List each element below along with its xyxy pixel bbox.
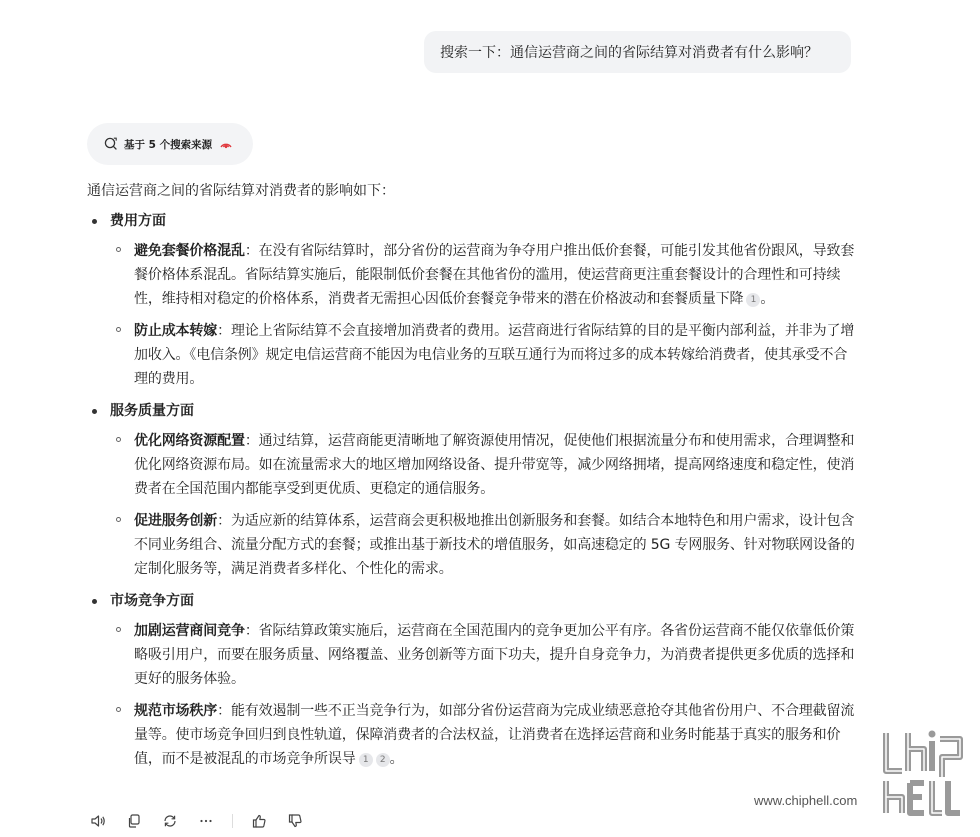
item-end: 。 (389, 751, 404, 767)
item-text: ：能有效遏制一些不正当竞争行为，如部分省份运营商为完成业绩恶意抢夺其他省份用户、不合理截留流量等。使市场竞争回归到良性轨道，保障消费者的合法权益，让消费者在选择运营商和业务时能基于真实的服务和价值，而不是被混乱的市场竞争所误导 (134, 703, 855, 767)
item-term: 规范市场秩序 (134, 703, 218, 719)
item-text: ：在没有省际结算时，部分省份的运营商为争夺用户推出低价套餐，可能引发其他省份跟风，导致套餐价格体系混乱。省际结算实施后，能限制低价套餐在其他省份的滥用，使运营商更注重套餐设计的合理性和可持续性，维持相对稳定的价格体系，消费者无需担心因低价套餐竞争带来的潜在价格波动和套餐质量下降 (134, 243, 855, 307)
list-item (110, 429, 857, 501)
section-item-list (110, 239, 857, 391)
item-term: 防止成本转嫁 (134, 323, 218, 339)
search-refresh-icon (104, 135, 118, 154)
answer-intro: 通信运营商之间的省际结算对消费者的影响如下： (87, 183, 395, 199)
list-item (110, 699, 857, 771)
answer-sections (87, 209, 857, 771)
item-text: ：为适应新的结算体系，运营商会更积极地推出创新服务和套餐。如结合本地特色和用户需求，设计包含不同业务组合、流量分配方式的套餐；或推出基于新技术的增值服务，如高速稳定的 5G 专网服务、针对物联网设备的定制化服务等，满足消费者多样化、个性化的需求。 (134, 513, 855, 577)
item-text: ：理论上省际结算不会直接增加消费者的费用。运营商进行省际结算的目的是平衡内部利益，并非为了增加收入。《电信条例》规定电信运营商不能因为电信业务的互联互通行为而将过多的成本转嫁给消费者，使其承受不合理的费用。 (134, 323, 855, 387)
regenerate-icon[interactable] (160, 811, 180, 831)
speaker-icon[interactable] (88, 811, 108, 831)
citation-badge[interactable]: 2 (376, 753, 390, 767)
sources-fan-icon (218, 135, 234, 154)
user-message-bubble (424, 31, 851, 73)
citation-badge[interactable]: 1 (746, 293, 760, 307)
section-title: 市场竞争方面 (110, 593, 194, 609)
list-item (110, 619, 857, 691)
section-title: 费用方面 (110, 213, 166, 229)
list-item (110, 319, 857, 391)
sources-chip-label: 基于 5 个搜索来源 (124, 138, 213, 151)
assistant-answer (87, 179, 857, 779)
thumbs-up-icon[interactable] (249, 811, 269, 831)
section-item-list (110, 619, 857, 771)
list-item (110, 239, 857, 311)
section-item-list (110, 429, 857, 581)
item-end: 。 (760, 291, 775, 307)
item-text: ：省际结算政策实施后，运营商在全国范围内的竞争更加公平有序。各省份运营商不能仅依靠低价策略吸引用户，而要在服务质量、网络覆盖、业务创新等方面下功夫，提升自身竞争力，为消费者提供更多优质的选择和更好的服务体验。 (134, 623, 855, 687)
item-text: ：通过结算，运营商能更清晰地了解资源使用情况，促使他们根据流量分布和使用需求，合理调整和优化网络资源布局。如在流量需求大的地区增加网络设备、提升带宽等，减少网络拥堵，提高网络速度和稳定性，使消费者在全国范围内都能享受到更优质、更稳定的通信服务。 (134, 433, 855, 497)
section-service-quality (87, 399, 857, 581)
search-sources-chip[interactable] (87, 123, 253, 165)
toolbar-divider (232, 814, 233, 828)
watermark-url: www.chiphell.com (754, 793, 858, 808)
section-title: 服务质量方面 (110, 403, 194, 419)
chiphell-logo-mark (878, 727, 970, 817)
more-icon[interactable] (196, 811, 216, 831)
user-message-text: 搜索一下：通信运营商之间的省际结算对消费者有什么影响？ (440, 45, 818, 61)
copy-icon[interactable] (124, 811, 144, 831)
item-term: 避免套餐价格混乱 (134, 243, 245, 259)
list-item (110, 509, 857, 581)
section-market-competition (87, 589, 857, 771)
section-cost (87, 209, 857, 391)
item-term: 优化网络资源配置 (134, 433, 245, 449)
message-actions-toolbar (88, 810, 305, 832)
thumbs-down-icon[interactable] (285, 811, 305, 831)
chiphell-logo (878, 727, 970, 821)
item-term: 促进服务创新 (134, 513, 218, 529)
item-term: 加剧运营商间竞争 (134, 623, 245, 639)
citation-badge[interactable]: 1 (359, 753, 373, 767)
